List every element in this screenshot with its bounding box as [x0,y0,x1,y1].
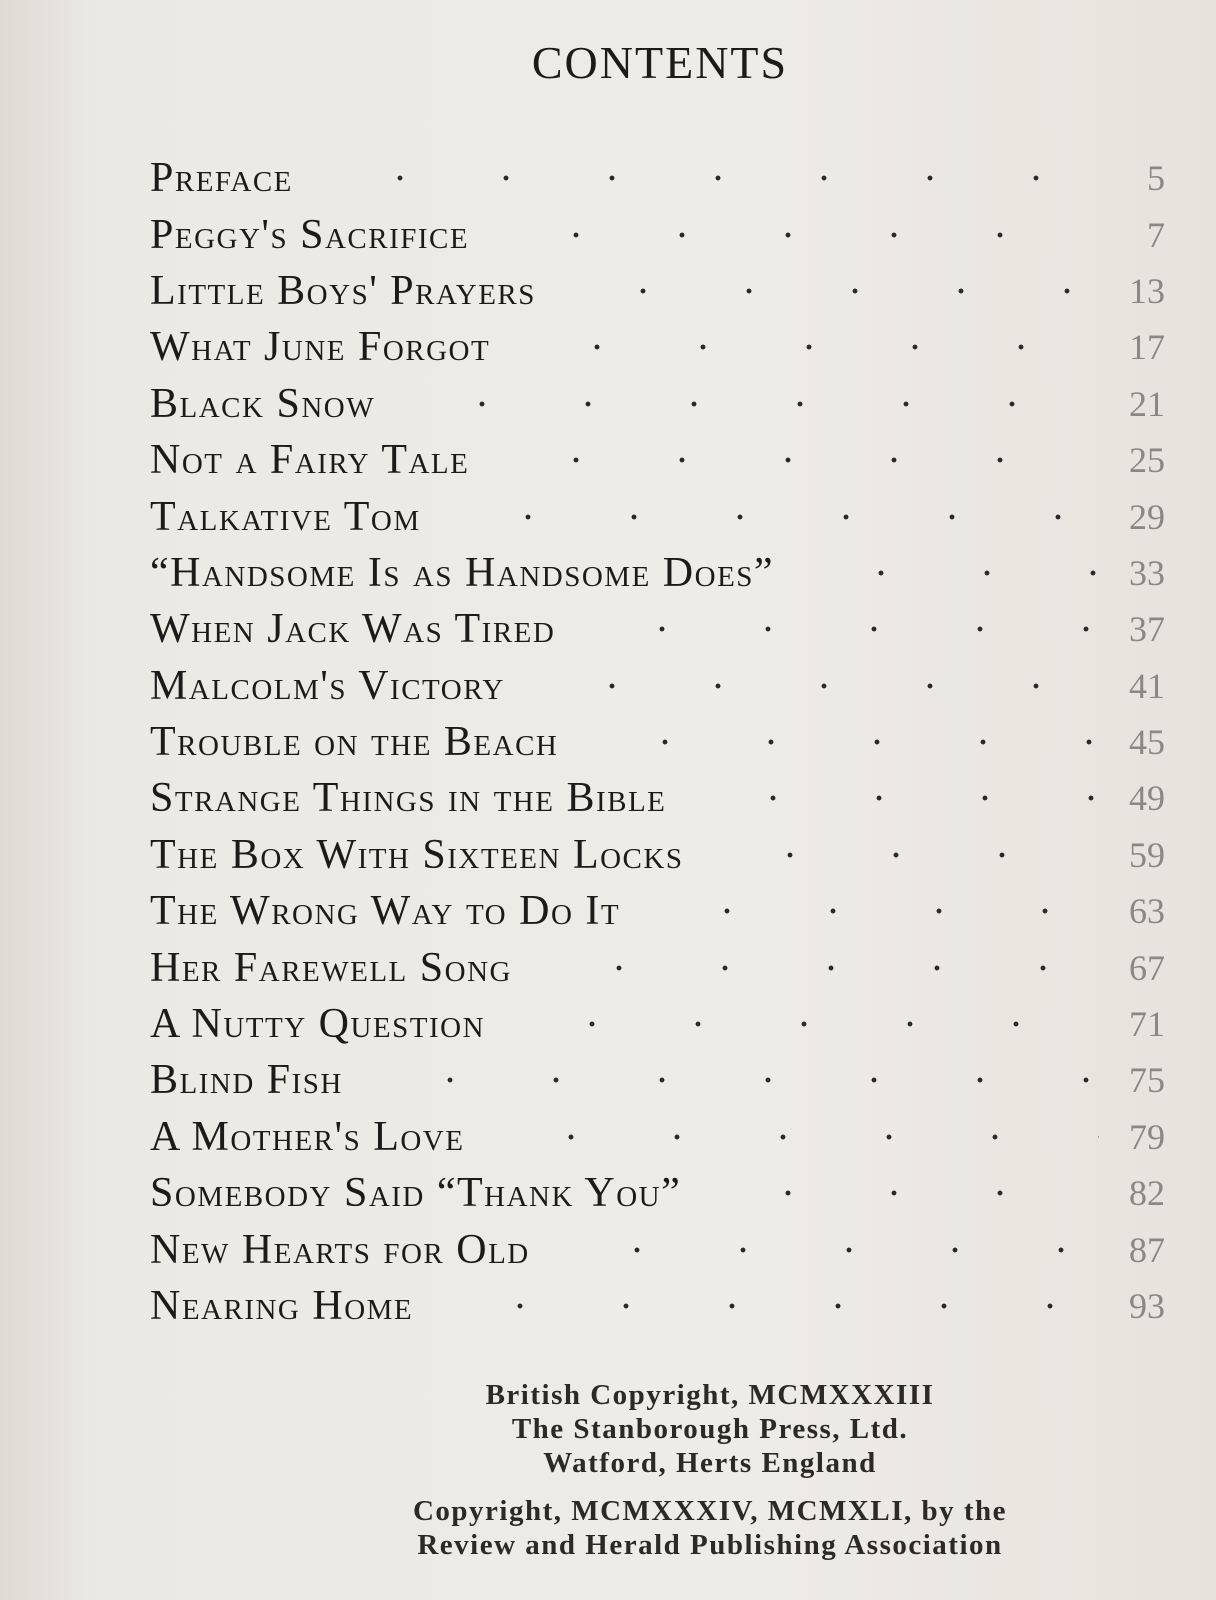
chapter-title: Blind Fish [150,1057,343,1104]
page-number: 82 [1129,1173,1165,1214]
chapter-title: Not a Fairy Tale [150,437,470,484]
toc-entry [150,1052,1165,1108]
british-copyright-notice [340,1378,1080,1480]
toc-entry [150,827,1165,883]
dot-leader [680,793,1099,803]
page-number: 5 [1147,158,1165,199]
dot-leader [526,963,1099,973]
toc-entry [150,432,1165,488]
chapter-title: Trouble on the Beach [150,719,559,766]
dot-leader [788,568,1099,578]
us-copyright-notice [340,1494,1080,1562]
dot-leader [499,1019,1099,1029]
imprint-line: Watford, Herts England [543,1447,877,1479]
page-number: 13 [1129,270,1165,311]
toc-entry [150,1165,1165,1221]
toc-entry [150,883,1165,939]
dot-leader [483,455,1099,465]
toc-entry [150,319,1165,375]
chapter-title: Talkative Tom [150,493,421,540]
page-number: 17 [1129,327,1165,368]
chapter-title: A Nutty Question [150,1001,486,1048]
page-number: 67 [1129,947,1165,988]
dot-leader [483,230,1099,240]
page-number: 93 [1129,1286,1165,1326]
dot-leader [307,173,1099,183]
toc-entry [150,996,1165,1052]
chapter-title: Strange Things in the Bible [150,775,667,822]
toc-entry [150,376,1165,432]
chapter-title: Preface [150,155,293,202]
imprint-line: British Copyright, MCMXXXIII [485,1379,935,1411]
dot-leader [572,737,1099,747]
page-number: 59 [1129,834,1165,875]
imprint-line: Copyright, MCMXXXIV, MCMXLI, by the [412,1495,1008,1527]
chapter-title: Peggy's Sacrifice [150,211,470,258]
page-number: 41 [1129,665,1165,706]
dot-leader [504,342,1099,352]
chapter-title: Somebody Said “Thank You” [150,1170,682,1217]
page-number: 49 [1129,778,1165,819]
chapter-title: Nearing Home [150,1283,414,1329]
chapter-title: New Hearts for Old [150,1226,530,1273]
dot-leader [478,1132,1099,1142]
toc-entry [150,714,1165,770]
dot-leader [544,1245,1099,1255]
imprint-line: Review and Herald Publishing Association [417,1529,1003,1561]
table-of-contents [150,150,1165,1334]
page-number: 29 [1129,496,1165,537]
page-number: 71 [1129,1004,1165,1045]
dot-leader [634,906,1099,916]
toc-entry [150,1109,1165,1165]
toc-entry [150,150,1165,206]
dot-leader [569,624,1099,634]
toc-entry [150,263,1165,319]
dot-leader [435,512,1099,522]
imprint-line: The Stanborough Press, Ltd. [511,1413,909,1445]
page-number: 7 [1147,214,1165,255]
dot-leader [550,286,1099,296]
toc-entry [150,1278,1165,1334]
toc-entry [150,770,1165,826]
page-number: 25 [1129,440,1165,481]
toc-entry [150,206,1165,262]
page-number: 21 [1129,383,1165,424]
page-number: 45 [1129,722,1165,763]
contents-heading: CONTENTS [531,37,789,88]
page-number: 75 [1129,1060,1165,1101]
page-number: 63 [1129,891,1165,932]
chapter-title: “Handsome Is as Handsome Does” [150,549,775,596]
dot-leader [695,1188,1099,1198]
toc-entry [150,939,1165,995]
chapter-title: A Mother's Love [150,1113,465,1160]
chapter-title: Her Farewell Song [150,944,512,991]
toc-entry [150,488,1165,544]
toc-entry [150,545,1165,601]
chapter-title: What June Forgot [150,324,491,371]
dot-leader [357,1075,1099,1085]
page-number: 79 [1129,1116,1165,1157]
dot-leader [427,1301,1099,1311]
page-number: 33 [1129,552,1165,593]
page-number: 87 [1129,1229,1165,1270]
dot-leader [697,850,1099,860]
dot-leader [519,681,1099,691]
chapter-title: Little Boys' Prayers [150,267,536,314]
chapter-title: Black Snow [150,380,376,427]
chapter-title: The Box With Sixteen Locks [150,831,684,878]
chapter-title: Malcolm's Victory [150,662,505,709]
chapter-title: When Jack Was Tired [150,606,556,653]
toc-entry [150,1221,1165,1277]
chapter-title: The Wrong Way to Do It [150,888,621,935]
dot-leader [389,399,1099,409]
toc-entry [150,658,1165,714]
toc-entry [150,601,1165,657]
page-number: 37 [1129,609,1165,650]
